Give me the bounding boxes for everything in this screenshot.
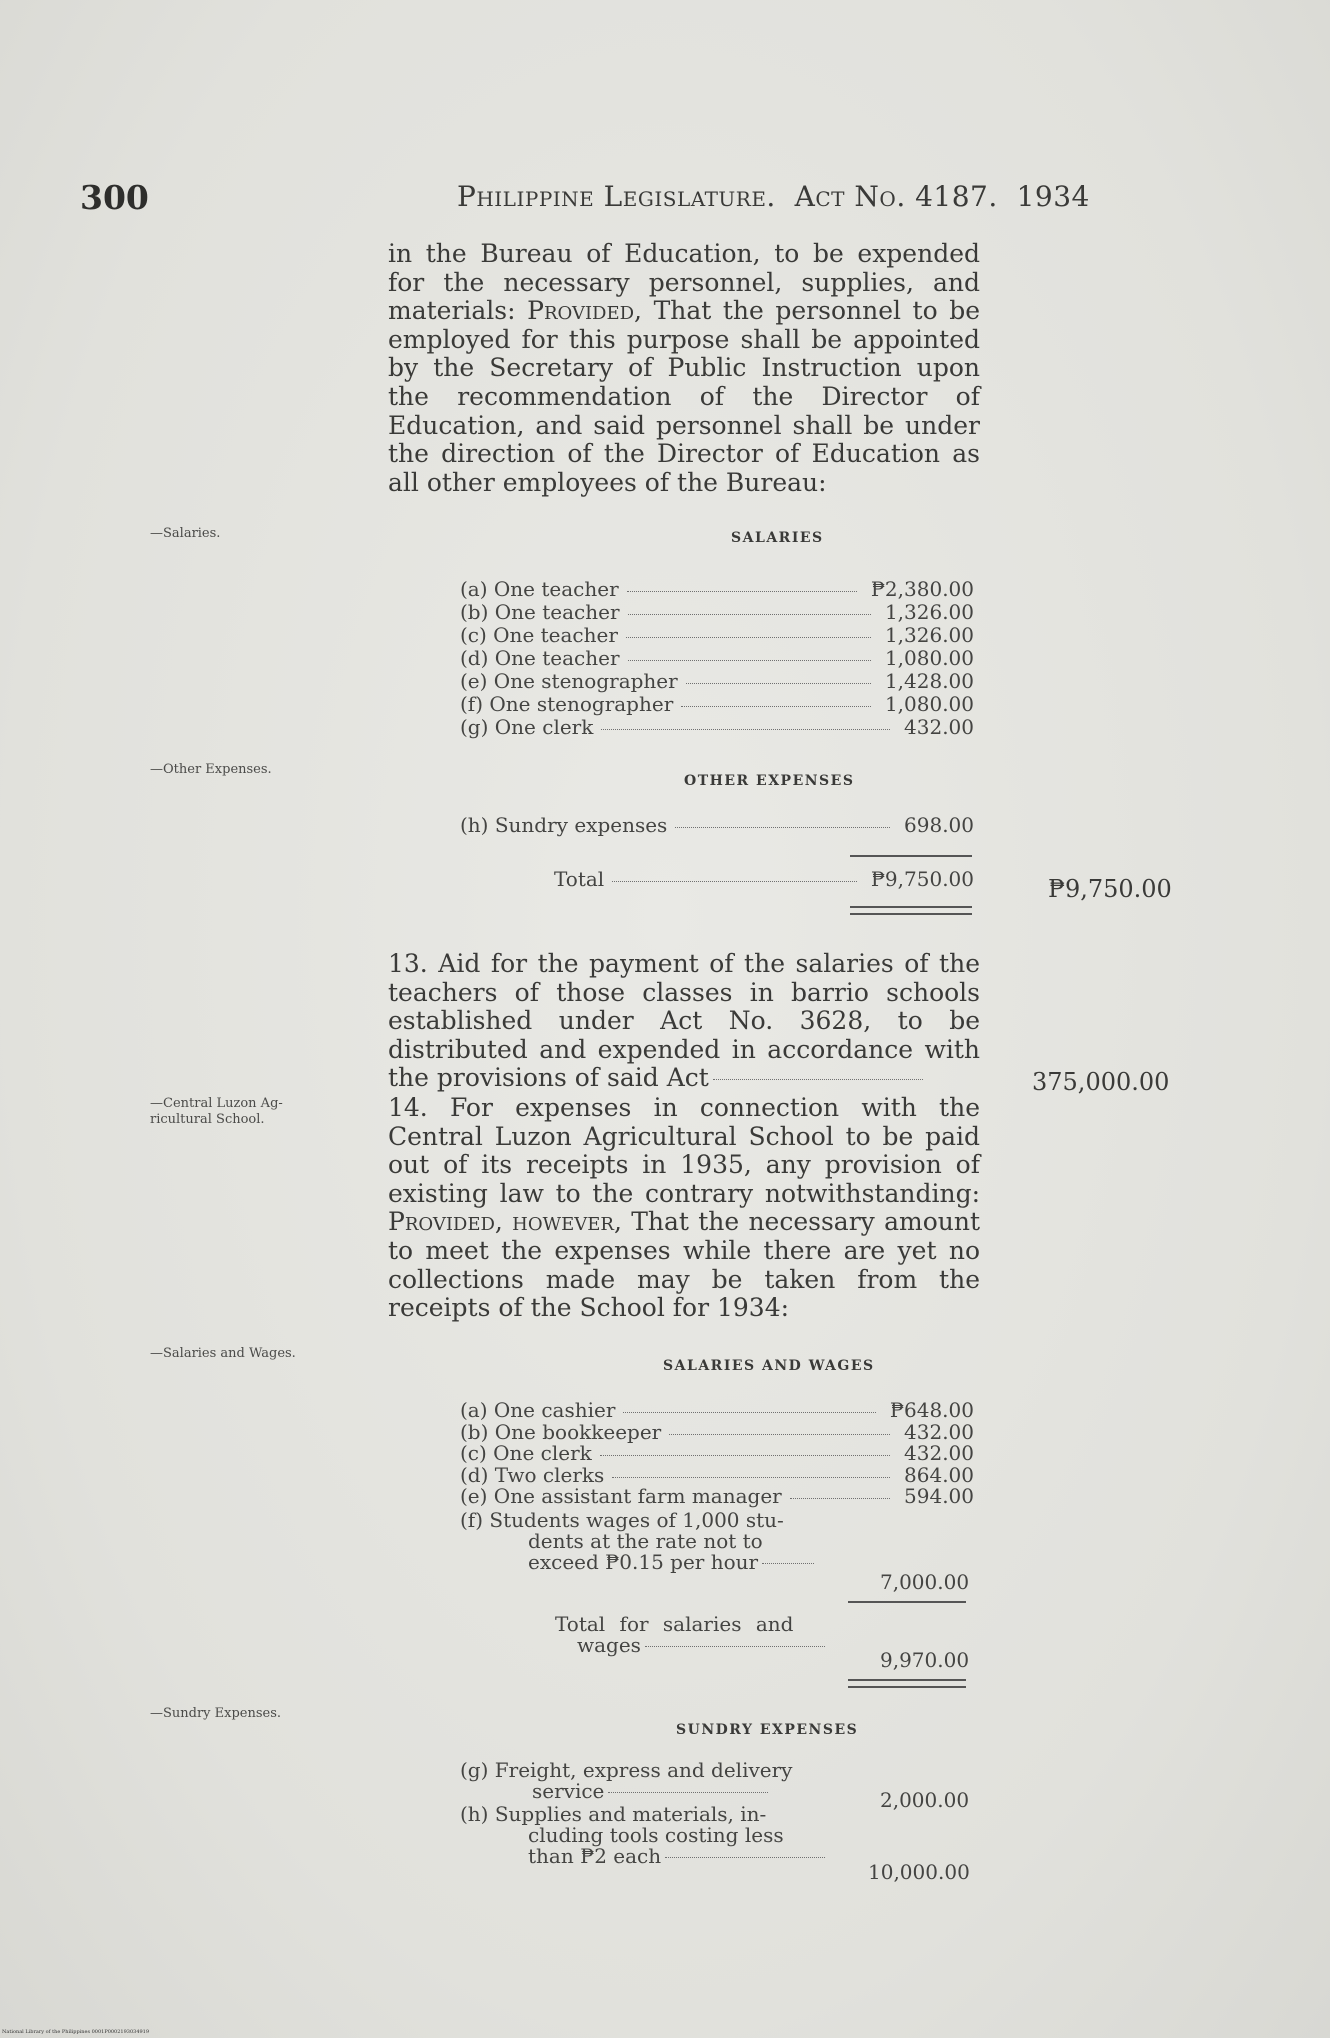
- leader-dots: [628, 660, 871, 661]
- sundry-h-line-3-text: than ₱2 each: [528, 1844, 662, 1868]
- margin-note-central-luzon-1: —Central Luzon Ag-: [150, 1096, 283, 1111]
- line-item: [460, 692, 980, 716]
- students-wages-item: [460, 1510, 860, 1573]
- line-item-amount: 698.00: [904, 813, 974, 837]
- sundry-h-line-3: [460, 1846, 860, 1867]
- sundry-g-line-2-text: service: [532, 1779, 605, 1803]
- leader-dots: [686, 683, 871, 684]
- intro-paragraph: [388, 240, 980, 497]
- line-item-amount: 432.00: [904, 715, 974, 739]
- students-line-3-text: exceed ₱0.15 per hour: [528, 1550, 759, 1574]
- item-14-provided: Provided, however,: [388, 1207, 622, 1237]
- running-head: [457, 180, 1090, 213]
- item-14-text-1: 14. For expenses in connection with the Central Luzon Agricultural School to be paid out of its receipts in 1935, any provision of existing law to the contrary notwithstanding:: [388, 1093, 980, 1208]
- line-item-amount: ₱648.00: [889, 1398, 974, 1422]
- scan-credit: National Library of the Philippines 0001P0002193034919: [2, 2029, 150, 2035]
- sundry-item-g: [460, 1760, 860, 1802]
- double-rule-top: [848, 1679, 966, 1681]
- students-wages-amount: 7,000.00: [880, 1570, 970, 1594]
- intro-text-2: That the personnel to be employed for this purpose shall be appointed by the Secretary of Public Instruction upon the recommendation of the Director of Education, and said personnel shall be under the direction of the Director of Education as all other employees of the Bureau:: [388, 296, 981, 497]
- other-expenses-heading: OTHER EXPENSES: [684, 773, 855, 789]
- students-line-1: (f) Students wages of 1,000 stu-: [460, 1508, 784, 1532]
- line-item: [460, 715, 980, 739]
- leader-dots: [713, 1079, 923, 1080]
- leader-dots: [608, 1792, 768, 1793]
- line-item-amount: 1,326.00: [884, 600, 974, 624]
- line-item: [460, 669, 980, 693]
- margin-note-salaries: —Salaries.: [150, 526, 221, 541]
- leader-dots: [600, 1455, 890, 1456]
- sundry-h-line-1: (h) Supplies and materials, in-: [460, 1802, 767, 1826]
- line-item-label: (a) One teacher: [460, 577, 619, 601]
- line-item-amount: 432.00: [904, 1419, 974, 1444]
- leader-dots: [762, 1563, 814, 1564]
- line-item-amount: ₱2,380.00: [870, 577, 974, 601]
- salaries-wages-total: [555, 1614, 855, 1656]
- sundry-h-amount: 10,000.00: [868, 1860, 970, 1884]
- item-13-paragraph: [388, 950, 980, 1093]
- double-rule-bottom: [850, 913, 972, 915]
- line-item-label: (e) One stenographer: [460, 669, 678, 693]
- item-13-amount: 375,000.00: [1032, 1068, 1170, 1096]
- intro-text-1: in the Bureau of Education, to be expended for the necessary personnel, supplies, and materials:: [388, 239, 980, 326]
- line-item: [460, 646, 980, 670]
- line-item: [460, 577, 980, 601]
- total-line-2: [555, 1635, 855, 1656]
- subtotal-rule: [848, 1601, 966, 1603]
- leader-dots: [665, 1857, 825, 1858]
- leader-dots: [675, 827, 890, 828]
- line-item-label: (f) One stenographer: [460, 692, 674, 716]
- salaries-heading: SALARIES: [731, 530, 824, 546]
- students-line-2: dents at the rate not to: [528, 1529, 763, 1553]
- total-amount: ₱9,750.00: [870, 867, 974, 891]
- line-item: [460, 1463, 980, 1487]
- sundry-expenses-heading: SUNDRY EXPENSES: [676, 1722, 859, 1738]
- students-line-3: [460, 1552, 860, 1573]
- page-number: 300: [80, 178, 149, 217]
- line-item-amount: 432.00: [904, 1441, 974, 1465]
- item-14-text-2: That the necessary amount to meet the expenses while there are yet no collections made may be taken from the receipts of the School for 1934:: [388, 1207, 980, 1323]
- leader-dots: [626, 637, 871, 638]
- total-label: Total: [554, 867, 605, 891]
- double-rule-top: [850, 906, 972, 908]
- margin-note-other-expenses: —Other Expenses.: [150, 762, 272, 777]
- leader-dots: [628, 614, 871, 615]
- total-line-1: Total for salaries and: [555, 1612, 794, 1636]
- line-item: [460, 1484, 980, 1508]
- line-item-amount: 594.00: [904, 1484, 974, 1508]
- leader-dots: [627, 591, 857, 592]
- line-item-label: (a) One cashier: [460, 1398, 616, 1422]
- sundry-h-line-2: cluding tools costing less: [528, 1823, 784, 1847]
- subtotal-rule: [850, 855, 972, 857]
- leader-dots: [669, 1434, 890, 1435]
- running-head-act: Act No. 4187.: [794, 180, 998, 213]
- margin-note-central-luzon-2: ricultural School.: [150, 1112, 265, 1127]
- leader-dots: [790, 1498, 890, 1499]
- sundry-item-h: [460, 1804, 860, 1867]
- line-item: [460, 600, 980, 624]
- salaries-wages-total-amount: 9,970.00: [880, 1648, 970, 1672]
- item-14-paragraph: [388, 1094, 980, 1323]
- total-row: [460, 867, 980, 891]
- leader-dots: [601, 729, 890, 730]
- line-item-label: (b) One teacher: [460, 600, 620, 624]
- line-item-label: (b) One bookkeeper: [460, 1419, 662, 1444]
- line-item-label: (c) One clerk: [460, 1441, 592, 1465]
- line-item-label: (d) One teacher: [460, 646, 620, 670]
- line-item-amount: 864.00: [904, 1462, 974, 1487]
- item-13-text: 13. Aid for the payment of the salaries of the teachers of those classes in barrio schools established under Act No. 3628, to be distributed and expended in accordance with the provisions of said Act: [388, 949, 980, 1093]
- line-item: [460, 1420, 980, 1444]
- line-item: [460, 1398, 980, 1422]
- line-item-amount: 1,080.00: [884, 646, 974, 670]
- total-line-2-text: wages: [577, 1633, 641, 1657]
- leader-dots: [612, 1477, 890, 1478]
- line-item-label: (h) Sundry expenses: [460, 813, 668, 837]
- running-head-year: 1934: [1016, 180, 1090, 213]
- line-item-amount: 1,428.00: [884, 669, 974, 693]
- running-head-title: Philippine Legislature.: [457, 180, 776, 213]
- margin-note-salaries-and-wages: —Salaries and Wages.: [150, 1346, 296, 1361]
- column-amount-item12: ₱9,750.00: [1048, 875, 1172, 903]
- line-item-label: (c) One teacher: [460, 623, 618, 647]
- sundry-g-amount: 2,000.00: [880, 1788, 970, 1812]
- line-item-amount: 1,080.00: [884, 692, 974, 716]
- line-item: [460, 813, 980, 837]
- line-item-label: (e) One assistant farm manager: [460, 1484, 782, 1508]
- line-item-amount: 1,326.00: [884, 623, 974, 647]
- line-item-label: (g) One clerk: [460, 715, 594, 739]
- sundry-g-line-1: (g) Freight, express and delivery: [460, 1758, 793, 1782]
- leader-dots: [612, 881, 857, 882]
- double-rule-bottom: [848, 1686, 966, 1688]
- line-item: [460, 623, 980, 647]
- line-item-label: (d) Two clerks: [460, 1462, 605, 1487]
- intro-provided: Provided,: [527, 296, 642, 326]
- salaries-and-wages-heading: SALARIES AND WAGES: [663, 1358, 875, 1374]
- margin-note-sundry-expenses: —Sundry Expenses.: [150, 1706, 282, 1721]
- line-item: [460, 1441, 980, 1465]
- sundry-g-line-2: [460, 1781, 860, 1802]
- leader-dots: [681, 706, 871, 707]
- leader-dots: [645, 1646, 825, 1647]
- leader-dots: [623, 1412, 876, 1413]
